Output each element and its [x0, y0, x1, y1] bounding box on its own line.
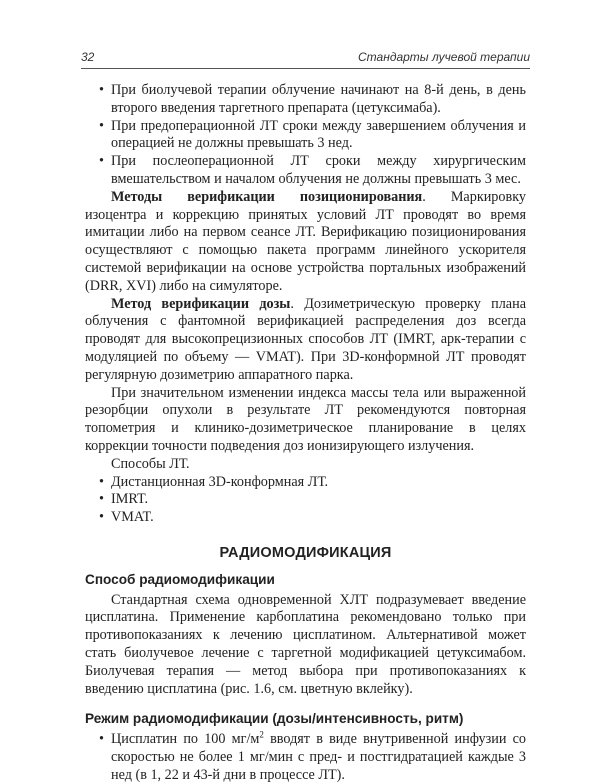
- bullet-icon: •: [99, 153, 104, 170]
- subheading-method: Способ радиомодификации: [85, 571, 275, 587]
- superscript: 2: [259, 729, 264, 740]
- running-title: Стандарты лучевой терапии: [358, 50, 530, 64]
- bullet-icon: •: [99, 731, 104, 748]
- bullet-icon: •: [99, 509, 104, 526]
- list-item: • При предоперационной ЛТ сроки между завершением облучения и операцией не должны превышать 3 нед.: [99, 117, 526, 152]
- bullet-icon: •: [99, 491, 104, 508]
- list-item: • Цисплатин по 100 $мг/м^2$ вводят в виде внутривенной инфузии со скоростью не более 1 мг/мин с пред- и постгидратацией каждые 3 нед (в 1, 22 и 43-й дни в процессе ЛТ).: [99, 729, 526, 783]
- paragraph-dose-verification: Метод верификации дозы. Дозиметрическую проверку плана облучения с фантомной верификацией распределения доз всегда проводят для высокопрецизионных способов ЛТ (IMRT, арк-терапии с модуляцией по объему — VMAT). При 3D-конформной ЛТ проводят регулярную дозиметрию аппаратного парка.: [85, 295, 526, 383]
- paragraph-scheme: Стандартная схема одновременной ХЛТ подразумевает введение цисплатина. Применение карбоплатина рекомендовано только при противопоказаниях к лечению цисплатином. Альтернативой может стать биолучевое лечение с таргетной модификацией цетуксимабом. Биолучевая терапия — метод выбора при противопоказаниях к введению цисплатина (рис. 1.6, см. цветную вклейку).: [85, 591, 526, 697]
- list-item: • VMAT.: [99, 509, 154, 526]
- subheading-regimen: Режим радиомодификации (дозы/интенсивность, ритм): [85, 711, 464, 727]
- methods-bullet-list: [85, 474, 526, 527]
- header-rule: [81, 68, 530, 69]
- list-item: • При послеоперационной ЛТ сроки между хирургическим вмешательством и началом облучения не должны превышать 3 мес.: [99, 153, 526, 187]
- paragraph-lead: Методы верификации позиционирования: [111, 188, 423, 205]
- page-body: [85, 82, 526, 784]
- regimen-bullet-list: [85, 731, 526, 784]
- list-item: • IMRT.: [99, 491, 149, 508]
- methods-label: Способы ЛТ.: [111, 455, 190, 472]
- list-item: • При биолучевой терапии облучение начинают на 8-й день, в день второго введения таргетного препарата (цетуксимаба).: [99, 82, 526, 116]
- bullet-icon: •: [99, 82, 104, 98]
- bullet-icon: •: [99, 117, 104, 134]
- section-title: РАДИОМОДИФИКАЦИЯ: [219, 544, 392, 561]
- bullet-icon: •: [99, 473, 104, 490]
- list-item: • Дистанционная 3D-конформная ЛТ.: [99, 473, 329, 490]
- page-number: 32: [81, 50, 95, 64]
- paragraph-lead: Метод верификации дозы: [111, 295, 291, 312]
- running-header: [81, 50, 530, 64]
- paragraph-positioning-verification: Методы верификации позиционирования. Маркировку изоцентра и коррекцию принятых условий ЛТ проводят во время имитации либо на первом сеансе ЛТ. Верификацию позиционирования осуществляют с помощью пакета программ линейного ускорителя системой верификации на основе устройства портальных изображений (DRR, XVI) либо на симуляторе.: [85, 188, 526, 294]
- intro-bullet-list: [85, 82, 526, 189]
- paragraph-weight-change: При значительном изменении индекса массы тела или выраженной резорбции опухоли в результате ЛТ рекомендуются повторная топометрия и клинико-дозиметрическое планирование в целях коррекции точности подведения доз ионизирующего излучения.: [85, 384, 526, 454]
